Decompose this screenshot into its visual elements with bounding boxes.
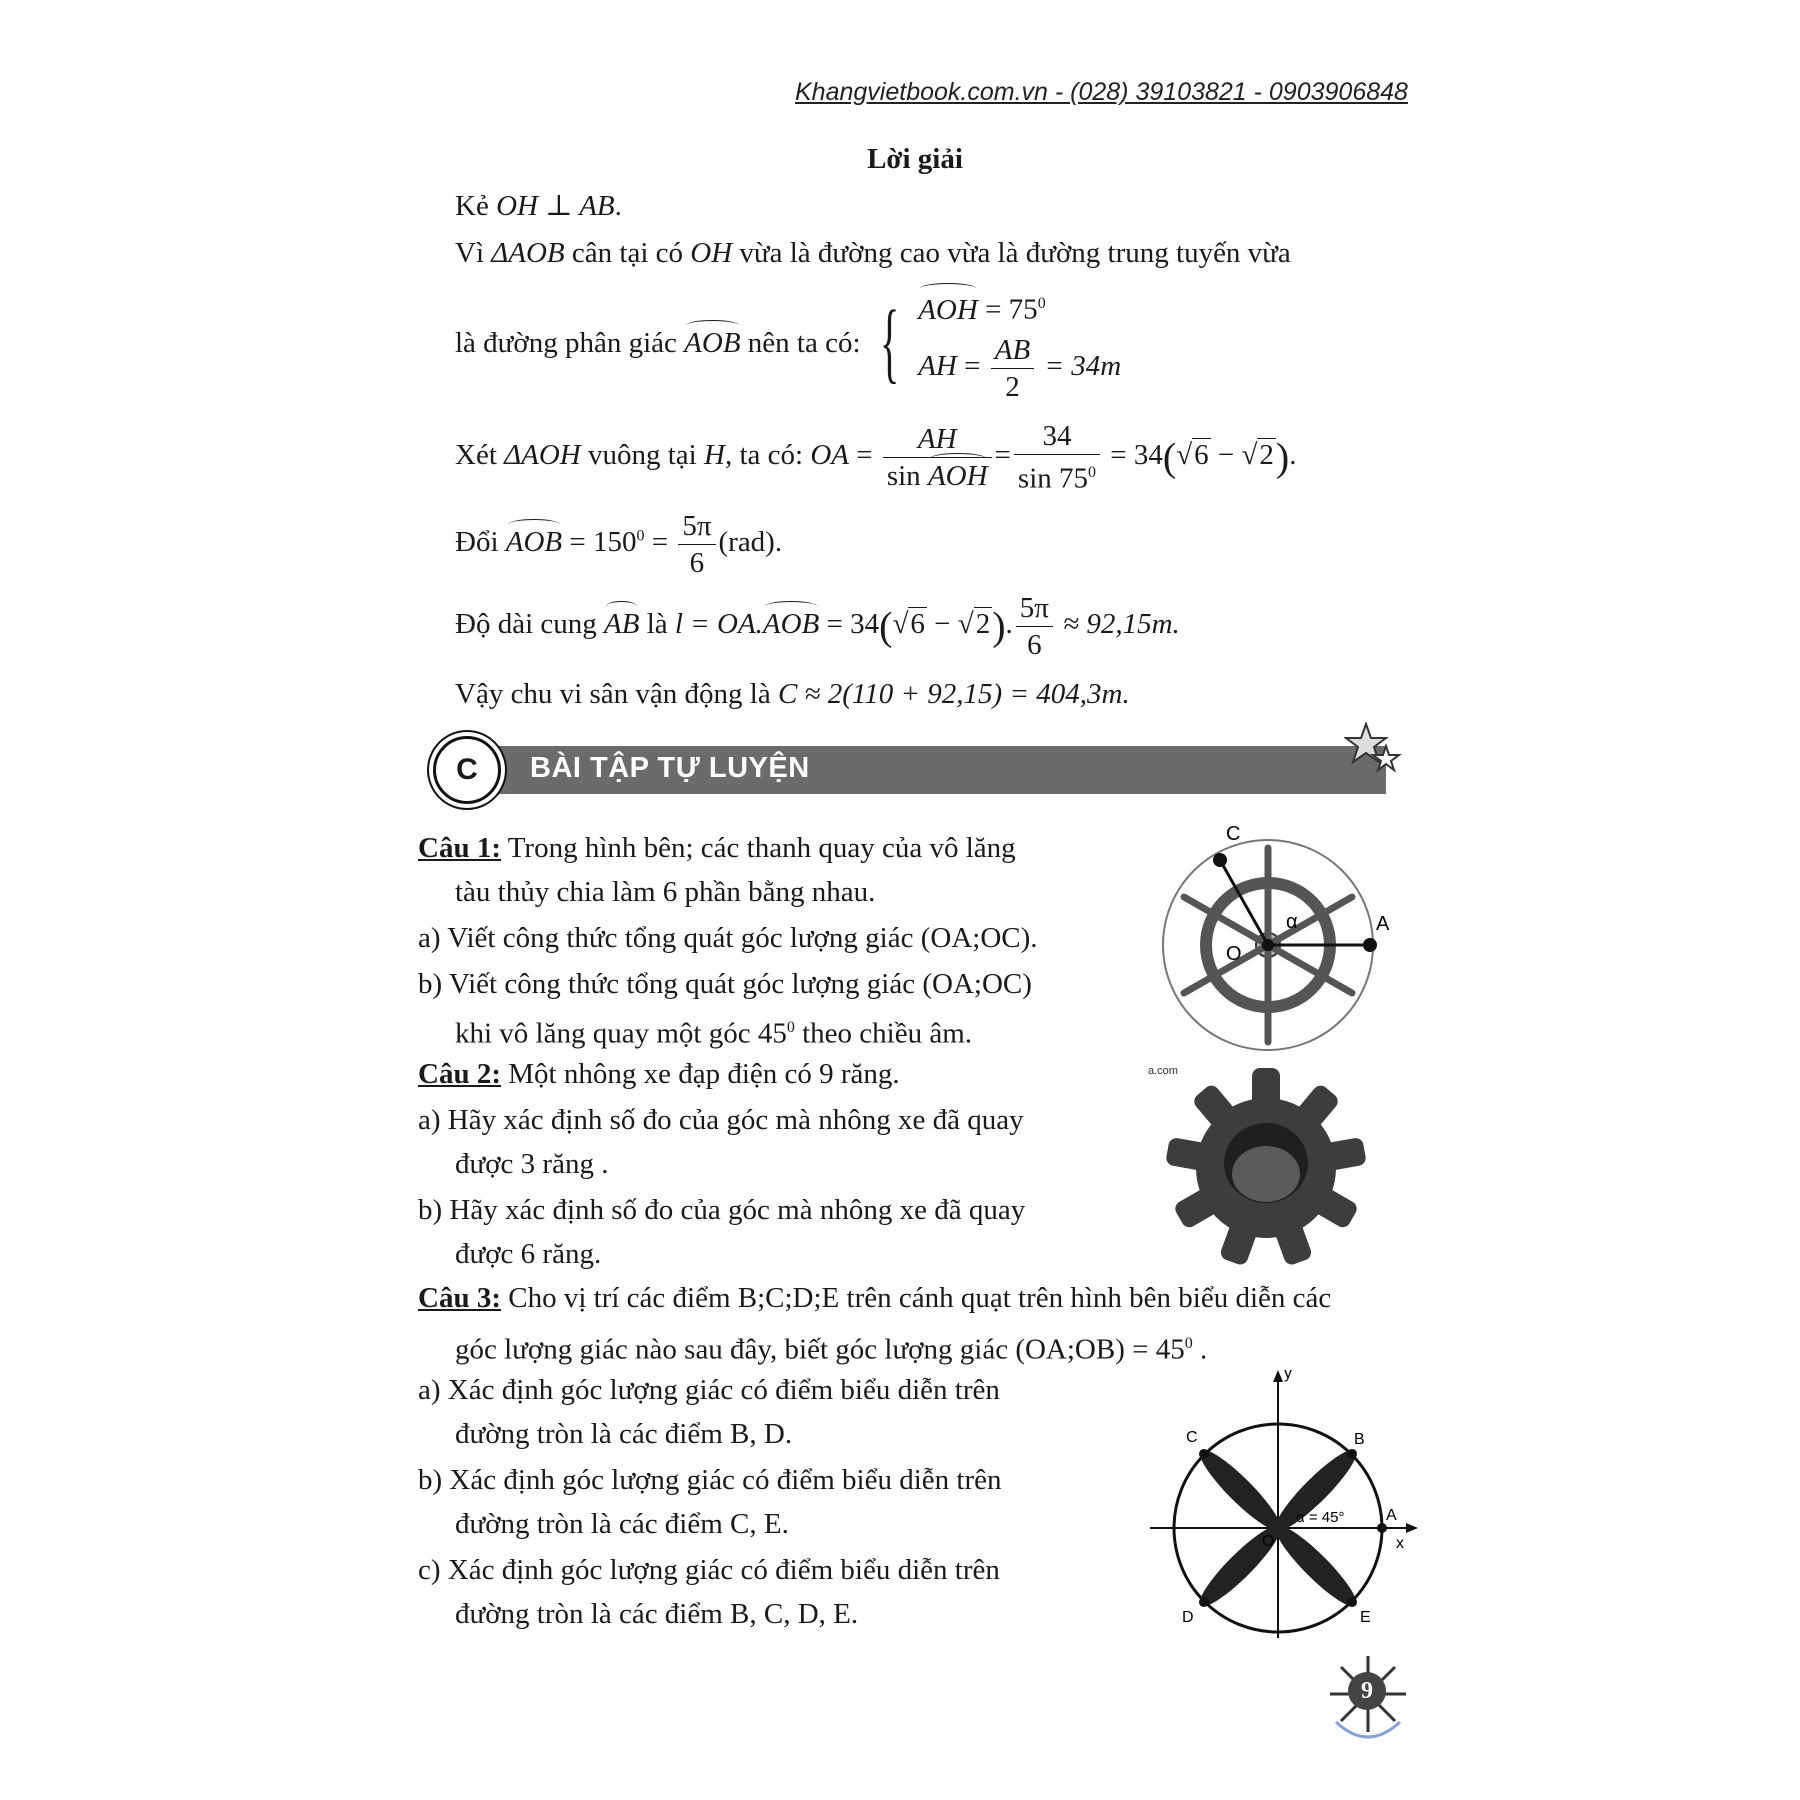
svg-text:α = 45°: α = 45° <box>1296 1509 1345 1526</box>
solution-line-4: Xét ΔAOH vuông tại H, ta có: OA = $\frac{AH}{\text{sin AOH}}$ = $\frac{34}{\sin 75^0}$ = 34(√6 − √2). <box>455 420 1297 495</box>
solution-line-5: Đổi AOB = $150^0$ = $\frac{5\pi}{6}$ (rad). <box>455 510 783 579</box>
section-badge: C <box>433 736 501 804</box>
solution-line-6: Độ dài cung AB là l = OA.AOB = 34(√6 − √2). $\frac{5\pi}{6}$ ≈ 92,15m. <box>455 592 1180 661</box>
gear-figure <box>1148 1060 1378 1270</box>
q2-a-line-2: được 3 răng . <box>455 1148 609 1180</box>
page-number: 9 <box>1348 1672 1386 1710</box>
point-a <box>1363 938 1377 952</box>
svg-text:C: C <box>1186 1429 1198 1446</box>
q1-b: b) Viết công thức tổng quát góc lượng giác (OA;OC) <box>418 968 1032 1000</box>
q1-a: a) Viết công thức tổng quát góc lượng giác (OA;OC). <box>418 922 1038 954</box>
q2-label: Câu 2: <box>418 1058 501 1090</box>
svg-text:C: C <box>1226 823 1241 845</box>
q2-line-1: Câu 2: Một nhông xe đạp điện có 9 răng. <box>418 1058 900 1090</box>
q2-a: a) Hãy xác định số đo của góc mà nhông xe đã quay <box>418 1104 1024 1136</box>
header-site-link[interactable]: Khangvietbook.com.vn - (028) 39103821 - 0903906848 <box>795 78 1408 106</box>
q3-b: b) Xác định góc lượng giác có điểm biểu diễn trên <box>418 1464 1002 1496</box>
svg-text:A: A <box>1386 1507 1397 1524</box>
q3-c-line-2: đường tròn là các điểm B, C, D, E. <box>455 1598 859 1630</box>
q1-line-2: tàu thủy chia làm 6 phần bằng nhau. <box>455 876 876 908</box>
svg-text:y: y <box>1284 1370 1292 1382</box>
equation-system: AOH = $75^0$ AH = $\frac{AB}{2}$ = 34m <box>918 282 1121 405</box>
q3-line-2: góc lượng giác nào sau đây, biết góc lượng giác (OA;OB) = $45^0$ . <box>455 1333 1208 1366</box>
q3-label: Câu 3: <box>418 1282 501 1314</box>
steering-wheel-figure <box>1160 820 1400 1052</box>
solution-line-1: Kẻ OH ⊥ AB. <box>455 190 622 222</box>
q1-line-1: Câu 1: Trong hình bên; các thanh quay của vô lăng <box>418 832 1016 864</box>
propeller-circle-figure <box>1148 1370 1418 1640</box>
svg-text:O: O <box>1226 943 1242 965</box>
solution-line-3: là đường phân giác AOB nên ta có: { AOH = $75^0$ AH = $\frac{AB}{2}$ = 34m <box>455 282 1121 405</box>
q3-b-line-2: đường tròn là các điểm C, E. <box>455 1508 789 1540</box>
q3-c: c) Xác định góc lượng giác có điểm biểu diễn trên <box>418 1554 1000 1586</box>
q3-line-1: Câu 3: Cho vị trí các điểm B;C;D;E trên cánh quạt trên hình bên biểu diễn các <box>418 1282 1332 1314</box>
system-brace: { <box>879 293 900 393</box>
point-c <box>1213 853 1227 867</box>
svg-text:O: O <box>1262 1533 1275 1550</box>
star-icons <box>1344 722 1404 782</box>
svg-text:B: B <box>1354 1431 1365 1448</box>
q3-a: a) Xác định góc lượng giác có điểm biểu diễn trên <box>418 1374 1000 1406</box>
solution-line-7: Vậy chu vi sân vận động là C ≈ 2(110 + 92,15) = 404,3m. <box>455 678 1130 710</box>
solution-title: Lời giải <box>867 143 963 175</box>
svg-text:x: x <box>1396 1535 1404 1552</box>
svg-text:D: D <box>1182 1609 1194 1626</box>
q1-b-line-2: khi vô lăng quay một góc $45^0$ theo chiều âm. <box>455 1017 973 1050</box>
q2-b-line-2: được 6 răng. <box>455 1238 602 1270</box>
point-o <box>1262 939 1274 951</box>
svg-text:A: A <box>1376 913 1390 935</box>
svg-text:a.com: a.com <box>1148 1065 1178 1077</box>
svg-text:E: E <box>1360 1609 1371 1626</box>
section-title: BÀI TẬP TỰ LUYỆN <box>530 752 810 784</box>
q2-b: b) Hãy xác định số đo của góc mà nhông xe đã quay <box>418 1194 1026 1226</box>
svg-text:α: α <box>1286 911 1298 933</box>
arc-aob: AOB <box>684 327 741 360</box>
solution-line-2: Vì ΔAOB cân tại có OH vừa là đường cao vừa là đường trung tuyến vừa <box>455 237 1291 269</box>
q3-a-line-2: đường tròn là các điểm B, D. <box>455 1418 793 1450</box>
q1-label: Câu 1: <box>418 832 501 864</box>
